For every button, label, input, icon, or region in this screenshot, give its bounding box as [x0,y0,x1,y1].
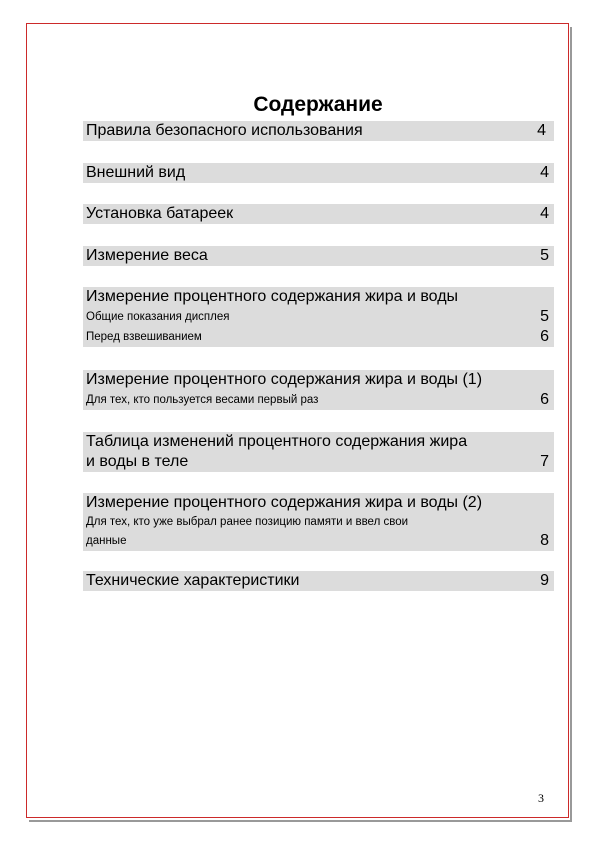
toc-entry-fat-water-2[interactable] [83,493,554,551]
toc-title: Содержание [253,93,383,116]
toc-subentry-title: Перед взвешиванием [86,331,202,343]
toc-entry-title: Установка батареек [86,205,234,222]
toc-subentry-title: Общие показания дисплея [86,311,230,323]
toc-entry-appearance[interactable] [83,163,554,183]
toc-subentry-title: Для тех, кто пользуется весами первый раз [86,394,319,406]
toc-entry-title: Измерение процентного содержания жира и воды [86,288,459,305]
toc-subentry-title-line1: Для тех, кто уже выбрал ранее позицию памяти и ввел свои [86,516,409,528]
toc-subentry-page: 5 [540,308,549,325]
toc-entry-fat-water-1[interactable] [83,370,554,410]
toc-entry-title: Технические характеристики [86,572,300,589]
toc-entry-page: 9 [540,572,549,589]
toc-entry-safety[interactable] [83,121,554,141]
toc-subentry-page: 6 [540,328,549,345]
toc-entry-title: Правила безопасного использования [86,122,363,139]
page-border [26,23,569,818]
toc-entry-page: 5 [540,247,549,264]
toc-entry-page: 4 [537,122,546,139]
toc-entry-title: Внешний вид [86,164,186,181]
page-number: 3 [538,791,544,805]
toc-entry-title: Измерение процентного содержания жира и воды (1) [86,371,483,388]
toc-entry-page: 8 [540,532,549,549]
toc-entry-weight[interactable] [83,246,554,266]
toc-subentry-page: 6 [540,391,549,408]
toc-entry-change-table[interactable] [83,432,554,472]
toc-entry-fat-water[interactable] [83,287,554,347]
toc-entry-page: 4 [540,164,549,181]
toc-entry-page: 4 [540,205,549,222]
toc-entry-title-line2: и воды в теле [86,453,189,470]
toc-entry-batteries[interactable] [83,204,554,224]
toc-entry-title: Измерение веса [86,247,208,264]
toc-entry-specs[interactable] [83,571,554,591]
toc-entry-title: Измерение процентного содержания жира и воды (2) [86,494,483,511]
toc-entry-title-line1: Таблица изменений процентного содержания жира [86,433,468,450]
toc-subentry-title-line2: данные [86,535,127,547]
toc-entry-page: 7 [540,453,549,470]
